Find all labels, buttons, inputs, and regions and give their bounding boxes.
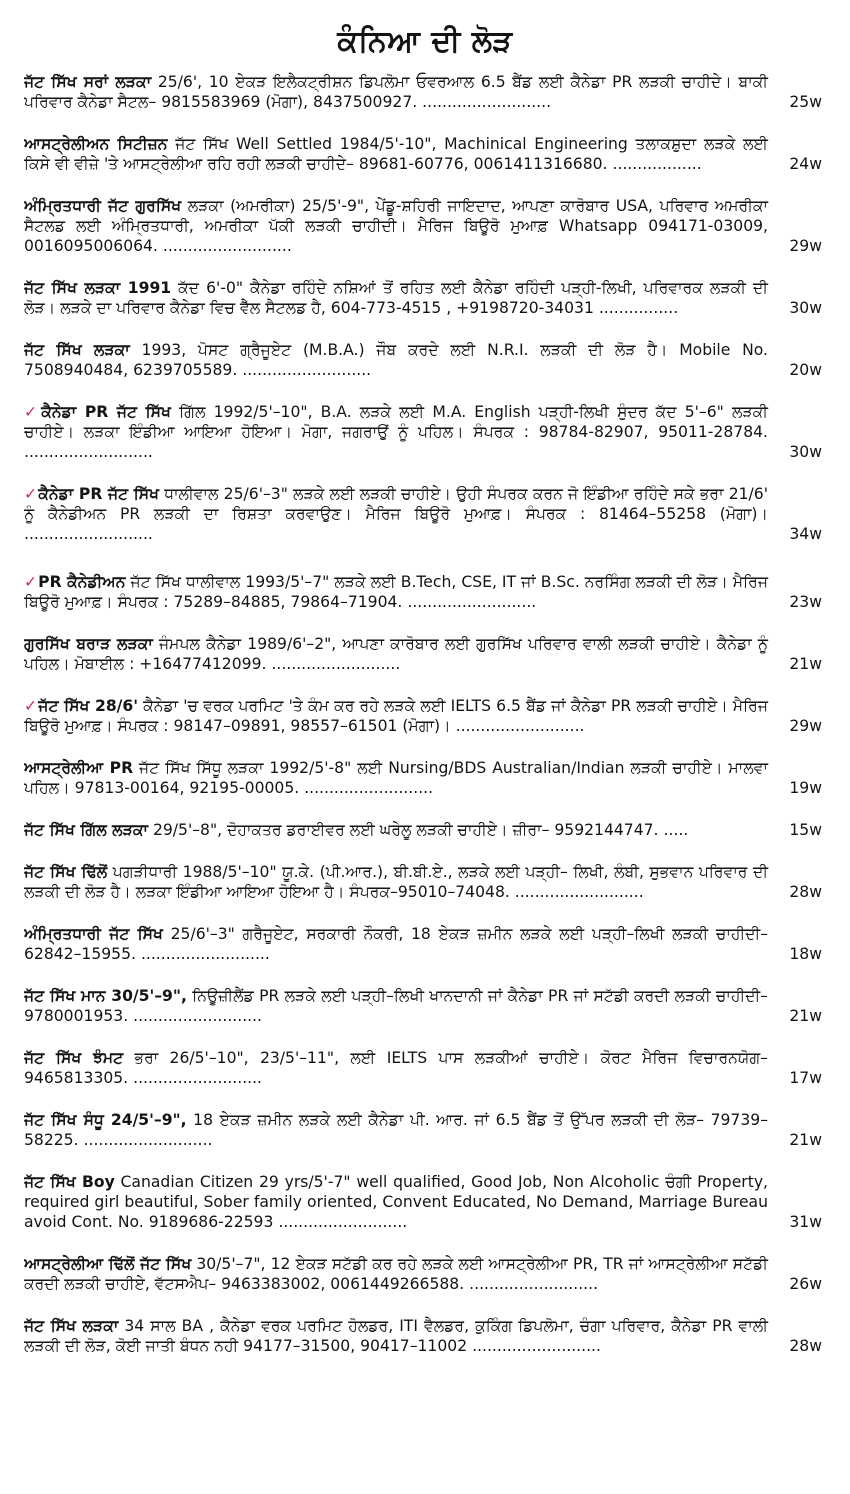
- ad-item: [24, 484, 826, 544]
- ad-code: [789, 524, 822, 544]
- ad-item: [24, 278, 826, 318]
- ad-dot-leader: ..........................: [472, 1337, 601, 1355]
- ad-code-label: 31w: [789, 1213, 822, 1231]
- ad-body: Canadian Citizen 29 yrs/5'-7" well qualified, Good Job, Non Alcoholic ਚੰਗੀ Property, required girl beautiful, Sober family oriented, Convent Educated, No Demand, Marriage Bureau avoid Cont. No. 9189686-22593: [24, 1173, 769, 1231]
- ad-title: ਜੱਟ ਸਿੱਖ ਲੜਕਾ 1991: [24, 279, 172, 297]
- ad-body: ਜੱਟ ਸਿੱਖ ਧਾਲੀਵਾਲ 1993/5'–7" ਲੜਕੇ ਲਈ B.Tech, CSE, IT ਜਾਂ B.Sc. ਨਰਸਿੰਗ ਲੜਕੀ ਦੀ ਲੋੜ। ਮੈਰਿਜ ਬਿਊਰੋ ਮੁਆਫ਼। ਸੰਪਰਕ : 75289–84885, 79864–71904.: [24, 573, 768, 611]
- ad-code-label: 25w: [789, 93, 822, 111]
- ad-title: ਆਸਟ੍ਰੇਲੀਆ ਢਿੱਲੋਂ ਜੱਟ ਸਿੱਖ: [24, 1255, 192, 1273]
- ad-title: ਕੈਨੇਡਾ PR ਜੱਟ ਸਿੱਖ: [41, 403, 171, 421]
- ad-title: ਜੱਟ ਸਿੱਖ ਸਰਾਂ ਲੜਕਾ: [24, 73, 152, 91]
- ad-dot-leader: ..........................: [24, 443, 153, 461]
- ad-body: ਧਾਲੀਵਾਲ 25/6'–3" ਲੜਕੇ ਲਈ ਲੜਕੀ ਚਾਹੀਏ। ਉਹੀ ਸੰਪਰਕ ਕਰਨ ਜੋ ਇੰਡੀਆ ਰਹਿੰਦੇ ਸਕੇ ਭਰਾ 21/6' ਨੂੰ ਕੈਨੇਡੀਅਨ PR ਲੜਕੀ ਦਾ ਰਿਸ਼ਤਾ ਕਰਵਾਉਣ। ਮੈਰਿਜ ਬਿਊਰੋ ਮੁਆਫ਼। ਸੰਪਰਕ : 81464–55258 (ਮੋਗਾ)।: [24, 485, 768, 523]
- ad-title: ਜੱਟ ਸਿੱਖ ਲੜਕਾ: [24, 1317, 119, 1335]
- ad-body: 1993, ਪੋਸਟ ਗ੍ਰੈਜੂਏਟ (M.B.A.) ਜੌਬ ਕਰਦੇ ਲਈ N.R.I. ਲੜਕੀ ਦੀ ਲੋੜ ਹੈ। Mobile No. 7508940484, 6239705589.: [24, 341, 769, 379]
- ad-code-label: 15w: [789, 821, 822, 839]
- ad-item: [24, 1110, 826, 1150]
- ad-item: [24, 572, 826, 612]
- ad-code-label: 29w: [789, 717, 822, 735]
- ad-item: [24, 134, 826, 174]
- ad-title: ਆਸਟ੍ਰੇਲੀਆ PR: [24, 759, 134, 777]
- ad-dot-leader: ..........................: [133, 1069, 263, 1087]
- ad-title: ਜੱਟ ਸਿੱਖ ਝੰਮਟ: [24, 1049, 124, 1067]
- ad-title: ਗੁਰਸਿੱਖ ਬਰਾੜ ਲੜਕਾ: [24, 635, 153, 653]
- ad-code: [789, 654, 822, 674]
- ad-code-label: 34w: [789, 525, 822, 543]
- ad-code: [789, 442, 822, 462]
- ad-dot-leader: ..........................: [422, 93, 552, 111]
- ad-body: ਜੱਟ ਸਿੱਖ Well Settled 1984/5'-10", Machinical Engineering ਤਲਾਕਸ਼ੁਦਾ ਲੜਕੇ ਲਈ ਕਿਸੇ ਵੀ ਵੀਜ਼ੇ 'ਤੇ ਆਸਟ੍ਰੇਲੀਆ ਰਹਿ ਰਹੀ ਲੜਕੀ ਚਾਹੀਦੇ– 89681-60776, 0061411316680.: [24, 135, 768, 173]
- ad-body: ਕੱਦ 6'-0" ਕੈਨੇਡਾ ਰਹਿੰਦੇ ਨਸ਼ਿਆਂ ਤੋਂ ਰਹਿਤ ਲਈ ਕੈਨੇਡਾ ਰਹਿੰਦੀ ਪੜ੍ਹੀ-ਲਿਖੀ, ਪਰਿਵਾਰਕ ਲੜਕੀ ਦੀ ਲੋੜ। ਲੜਕੇ ਦਾ ਪਰਿਵਾਰ ਕੈਨੇਡਾ ਵਿਚ ਵੈੱਲ ਸੈਟਲਡ ਹੈ, 604-773-4515 , +9198720-34031: [24, 279, 768, 317]
- ad-code-label: 30w: [789, 299, 822, 317]
- ad-dot-leader: ..........................: [162, 237, 292, 255]
- ad-dot-leader: ..........................: [271, 655, 401, 673]
- ad-title: ਜੱਟ ਸਿੱਖ ਢਿੱਲੋਂ: [24, 863, 108, 881]
- ad-title: ਆਸਟ੍ਰੇਲੀਅਨ ਸਿਟੀਜ਼ਨ: [24, 135, 168, 153]
- ad-body: ਪਗੜੀਧਾਰੀ 1988/5'–10" ਯੂ.ਕੇ. (ਪੀ.ਆਰ.), ਬੀ.ਬੀ.ਏ., ਲੜਕੇ ਲਈ ਪੜ੍ਹੀ– ਲਿਖੀ, ਲੰਬੀ, ਸੁਭਵਾਨ ਪਰਿਵਾਰ ਦੀ ਲੜਕੀ ਦੀ ਲੋੜ ਹੈ। ਲੜਕਾ ਇੰਡੀਆ ਆਇਆ ਹੋਇਆ ਹੈ। ਸੰਪਰਕ–95010–74048.: [24, 863, 769, 901]
- ad-title: ਜੱਟ ਸਿੱਖ ਗਿੱਲ ਲੜਕਾ: [24, 821, 148, 839]
- ad-code-label: 30w: [789, 443, 822, 461]
- ad-body: ਲੜਕਾ (ਅਮਰੀਕਾ) 25/5'-9", ਪੇਂਡੂ-ਸ਼ਹਿਰੀ ਜਾਇਦਾਦ, ਆਪਣਾ ਕਾਰੋਬਾਰ USA, ਪਰਿਵਾਰ ਅਮਰੀਕਾ ਸੈਟਲਡ ਲਈ ਅੰਮ੍ਰਿਤਧਾਰੀ, ਅਮਰੀਕਾ ਪੱਕੀ ਲੜਕੀ ਚਾਹੀਦੀ। ਮੈਰਿਜ ਬਿਊਰੋ ਮੁਆਫ਼ Whatsapp 094171-03009, 0016095006064.: [24, 197, 768, 255]
- ad-item: [24, 634, 826, 674]
- ad-item: [24, 758, 826, 798]
- ad-dot-leader: ..........................: [304, 779, 434, 797]
- ad-body: ਜੰਮਪਲ ਕੈਨੇਡਾ 1989/6'–2", ਆਪਣਾ ਕਾਰੋਬਾਰ ਲਈ ਗੁਰਸਿੱਖ ਪਰਿਵਾਰ ਵਾਲੀ ਲੜਕੀ ਚਾਹੀਏ। ਕੈਨੇਡਾ ਨੂੰ ਪਹਿਲ। ਮੋਬਾਈਲ : +16477412099.: [24, 635, 768, 673]
- ad-item: [24, 72, 826, 112]
- ad-dot-leader: ..........................: [133, 1007, 263, 1025]
- ad-code: [789, 592, 822, 612]
- ad-body: ਕੈਨੇਡਾ 'ਚ ਵਰਕ ਪਰਮਿਟ 'ਤੇ ਕੰਮ ਕਰ ਰਹੇ ਲੜਕੇ ਲਈ IELTS 6.5 ਬੈਂਡ ਜਾਂ ਕੈਨੇਡਾ PR ਲੜਕੀ ਚਾਹੀਏ। ਮੈਰਿਜ ਬਿਊਰੋ ਮੁਆਫ਼। ਸੰਪਰਕ : 98147–09891, 98557–61501 (ਮੋਗਾ)।: [24, 697, 768, 735]
- ad-item: [24, 1172, 826, 1232]
- ad-code-label: 17w: [789, 1069, 822, 1087]
- ad-code: [789, 882, 822, 902]
- check-icon: ✓: [24, 485, 38, 503]
- ad-item: [24, 402, 826, 462]
- ad-code-label: 19w: [789, 779, 822, 797]
- ad-body: 18 ਏਕੜ ਜ਼ਮੀਨ ਲੜਕੇ ਲਈ ਕੈਨੇਡਾ ਪੀ. ਆਰ. ਜਾਂ 6.5 ਬੈਂਡ ਤੋਂ ਉੱਪਰ ਲੜਕੀ ਦੀ ਲੋੜ– 79739– 58225.: [24, 1111, 768, 1149]
- ad-code-label: 21w: [789, 1131, 822, 1149]
- check-icon: ✓: [24, 697, 38, 715]
- ad-dot-leader: ................: [598, 299, 679, 317]
- ad-body: 25/6'–3" ਗਰੈਜੂਏਟ, ਸਰਕਾਰੀ ਨੌਕਰੀ, 18 ਏਕੜ ਜ਼ਮੀਨ ਲੜਕੇ ਲਈ ਪੜ੍ਹੀ–ਲਿਖੀ ਲੜਕੀ ਚਾਹੀਦੀ– 62842–15955.: [24, 925, 768, 963]
- ad-code-label: 23w: [789, 593, 822, 611]
- ad-code: [789, 298, 822, 318]
- ad-title: ਜੱਟ ਸਿੱਖ ਲੜਕਾ: [24, 341, 130, 359]
- ad-code: [789, 92, 822, 112]
- ad-title: ਅੰਮ੍ਰਿਤਧਾਰੀ ਜੱਟ ਗੁਰਸਿੱਖ: [24, 197, 182, 215]
- ad-body: ਭਰਾ 26/5'–10", 23/5'–11", ਲਈ IELTS ਪਾਸ ਲੜਕੀਆਂ ਚਾਹੀਏ। ਕੋਰਟ ਮੈਰਿਜ ਵਿਚਾਰਨਯੋਗ– 9465813305.: [24, 1049, 768, 1087]
- ad-code-label: 18w: [789, 945, 822, 963]
- ad-code: [789, 944, 822, 964]
- ad-code: [789, 1212, 822, 1232]
- ad-code-label: 28w: [789, 883, 822, 901]
- ad-dot-leader: ..........................: [407, 593, 537, 611]
- ad-code: [789, 154, 822, 174]
- ad-dot-leader: ..........................: [455, 717, 585, 735]
- ad-title: ਜੱਟ ਸਿੱਖ ਸੰਧੂ 24/5'–9",: [24, 1111, 187, 1129]
- ad-body: ਜੱਟ ਸਿੱਖ ਸਿੱਧੂ ਲੜਕਾ 1992/5'-8" ਲਈ Nursing/BDS Australian/Indian ਲੜਕੀ ਚਾਹੀਏ। ਮਾਲਵਾ ਪਹਿਲ। 97813-00164, 92195-00005.: [24, 759, 768, 797]
- ad-code: [789, 778, 822, 798]
- check-icon: ✓: [24, 403, 41, 421]
- check-icon: ✓: [24, 573, 38, 591]
- ad-code: [789, 1068, 822, 1088]
- ad-dot-leader: ..........................: [24, 525, 153, 543]
- ad-body: 25/6', 10 ਏਕੜ ਇਲੈਕਟ੍ਰੀਸ਼ਨ ਡਿਪਲੋਮਾ ਓਵਰਆਲ 6.5 ਬੈਂਡ ਲਈ ਕੈਨੇਡਾ PR ਲੜਕੀ ਚਾਹੀਦੇ। ਬਾਕੀ ਪਰਿਵਾਰ ਕੈਨੇਡਾ ਸੈਟਲ– 9815583969 (ਮੋਗਾ), 8437500927.: [24, 73, 768, 111]
- ad-dot-leader: ..........................: [83, 1131, 213, 1149]
- ad-item: [24, 696, 826, 736]
- ad-code: [789, 360, 822, 380]
- ads-list: [24, 72, 826, 1356]
- ad-title: ਜੱਟ ਸਿੱਖ 28/6': [38, 697, 139, 715]
- ad-code-label: 29w: [789, 237, 822, 255]
- ad-dot-leader: .....: [663, 821, 689, 839]
- ad-code-label: 21w: [789, 1007, 822, 1025]
- ad-dot-leader: ..........................: [278, 1213, 408, 1231]
- ad-code-label: 21w: [789, 655, 822, 673]
- ad-item: [24, 196, 826, 256]
- ad-body: ਗਿੱਲ 1992/5'–10", B.A. ਲੜਕੇ ਲਈ M.A. English ਪੜ੍ਹੀ-ਲਿਖੀ ਸੁੰਦਰ ਕੱਦ 5'–6" ਲੜਕੀ ਚਾਹੀਏ। ਲੜਕਾ ਇੰਡੀਆ ਆਇਆ ਹੋਇਆ। ਮੋਗਾ, ਜਗਰਾਉਂ ਨੂੰ ਪਹਿਲ। ਸੰਪਰਕ : 98784-82907, 95011-28784.: [24, 403, 768, 441]
- ad-code: [789, 236, 822, 256]
- ad-dot-leader: ..........................: [140, 945, 270, 963]
- ad-title: ਜੱਟ ਸਿੱਖ Boy: [24, 1173, 115, 1191]
- ad-item: [24, 340, 826, 380]
- ad-body: ਨਿਊਜ਼ੀਲੈਂਡ PR ਲੜਕੇ ਲਈ ਪੜ੍ਹੀ–ਲਿਖੀ ਖਾਨਦਾਨੀ ਜਾਂ ਕੈਨੇਡਾ PR ਜਾਂ ਸਟੱਡੀ ਕਰਦੀ ਲੜਕੀ ਚਾਹੀਦੀ– 9780001953.: [24, 987, 768, 1025]
- ad-item: [24, 924, 826, 964]
- ad-dot-leader: ..........................: [514, 883, 644, 901]
- ad-code: [789, 1130, 822, 1150]
- ad-code: [789, 1274, 822, 1294]
- ad-body: 30/5'–7", 12 ਏਕੜ ਸਟੱਡੀ ਕਰ ਰਹੇ ਲੜਕੇ ਲਈ ਆਸਟ੍ਰੇਲੀਆ PR, TR ਜਾਂ ਆਸਟ੍ਰੇਲੀਆ ਸਟੱਡੀ ਕਰਦੀ ਲੜਕੀ ਚਾਹੀਏ, ਵੱਟਸਐਪ– 9463383002, 0061449266588.: [24, 1255, 768, 1293]
- ad-dot-leader: ..................: [612, 155, 702, 173]
- ad-code-label: 28w: [789, 1337, 822, 1355]
- ad-code-label: 24w: [789, 155, 822, 173]
- ad-code: [789, 1336, 822, 1356]
- ad-dot-leader: ..........................: [242, 361, 372, 379]
- ad-item: [24, 1254, 826, 1294]
- ad-item: [24, 986, 826, 1026]
- page-title: ਕੰਨਿਆ ਦੀ ਲੋੜ: [337, 24, 513, 59]
- ad-title: ਅੰਮ੍ਰਿਤਧਾਰੀ ਜੱਟ ਸਿੱਖ: [24, 925, 163, 943]
- ad-body: 29/5'–8", ਦੋਹਾਕਤਰ ਡਰਾਈਵਰ ਲਈ ਘਰੇਲੂ ਲੜਕੀ ਚਾਹੀਏ। ਜ਼ੀਰਾ– 9592144747.: [148, 821, 659, 839]
- ad-item: [24, 1048, 826, 1088]
- ad-title: ਕੈਨੇਡਾ PR ਜੱਟ ਸਿੱਖ: [38, 485, 160, 503]
- ad-code: [789, 820, 822, 840]
- ad-title: PR ਕੈਨੇਡੀਅਨ: [38, 573, 126, 591]
- ad-item: [24, 862, 826, 902]
- ad-item: [24, 820, 826, 840]
- ad-code: [789, 1006, 822, 1026]
- ad-body: 34 ਸਾਲ BA , ਕੈਨੇਡਾ ਵਰਕ ਪਰਮਿਟ ਹੋਲਡਰ, ITI ਵੈਲਡਰ, ਕੁਕਿੰਗ ਡਿਪਲੋਮਾ, ਚੰਗਾ ਪਰਿਵਾਰ, ਕੈਨੇਡਾ PR ਵਾਲੀ ਲੜਕੀ ਦੀ ਲੋੜ, ਕੋਈ ਜਾਤੀ ਬੰਧਨ ਨਹੀ 94177–31500, 90417–11002: [24, 1317, 768, 1355]
- ad-code-label: 20w: [789, 361, 822, 379]
- ad-code-label: 26w: [789, 1275, 822, 1293]
- ad-item: [24, 1316, 826, 1356]
- ad-code: [789, 716, 822, 736]
- ad-title: ਜੱਟ ਸਿੱਖ ਮਾਨ 30/5'–9",: [24, 987, 187, 1005]
- ad-dot-leader: ..........................: [469, 1275, 599, 1293]
